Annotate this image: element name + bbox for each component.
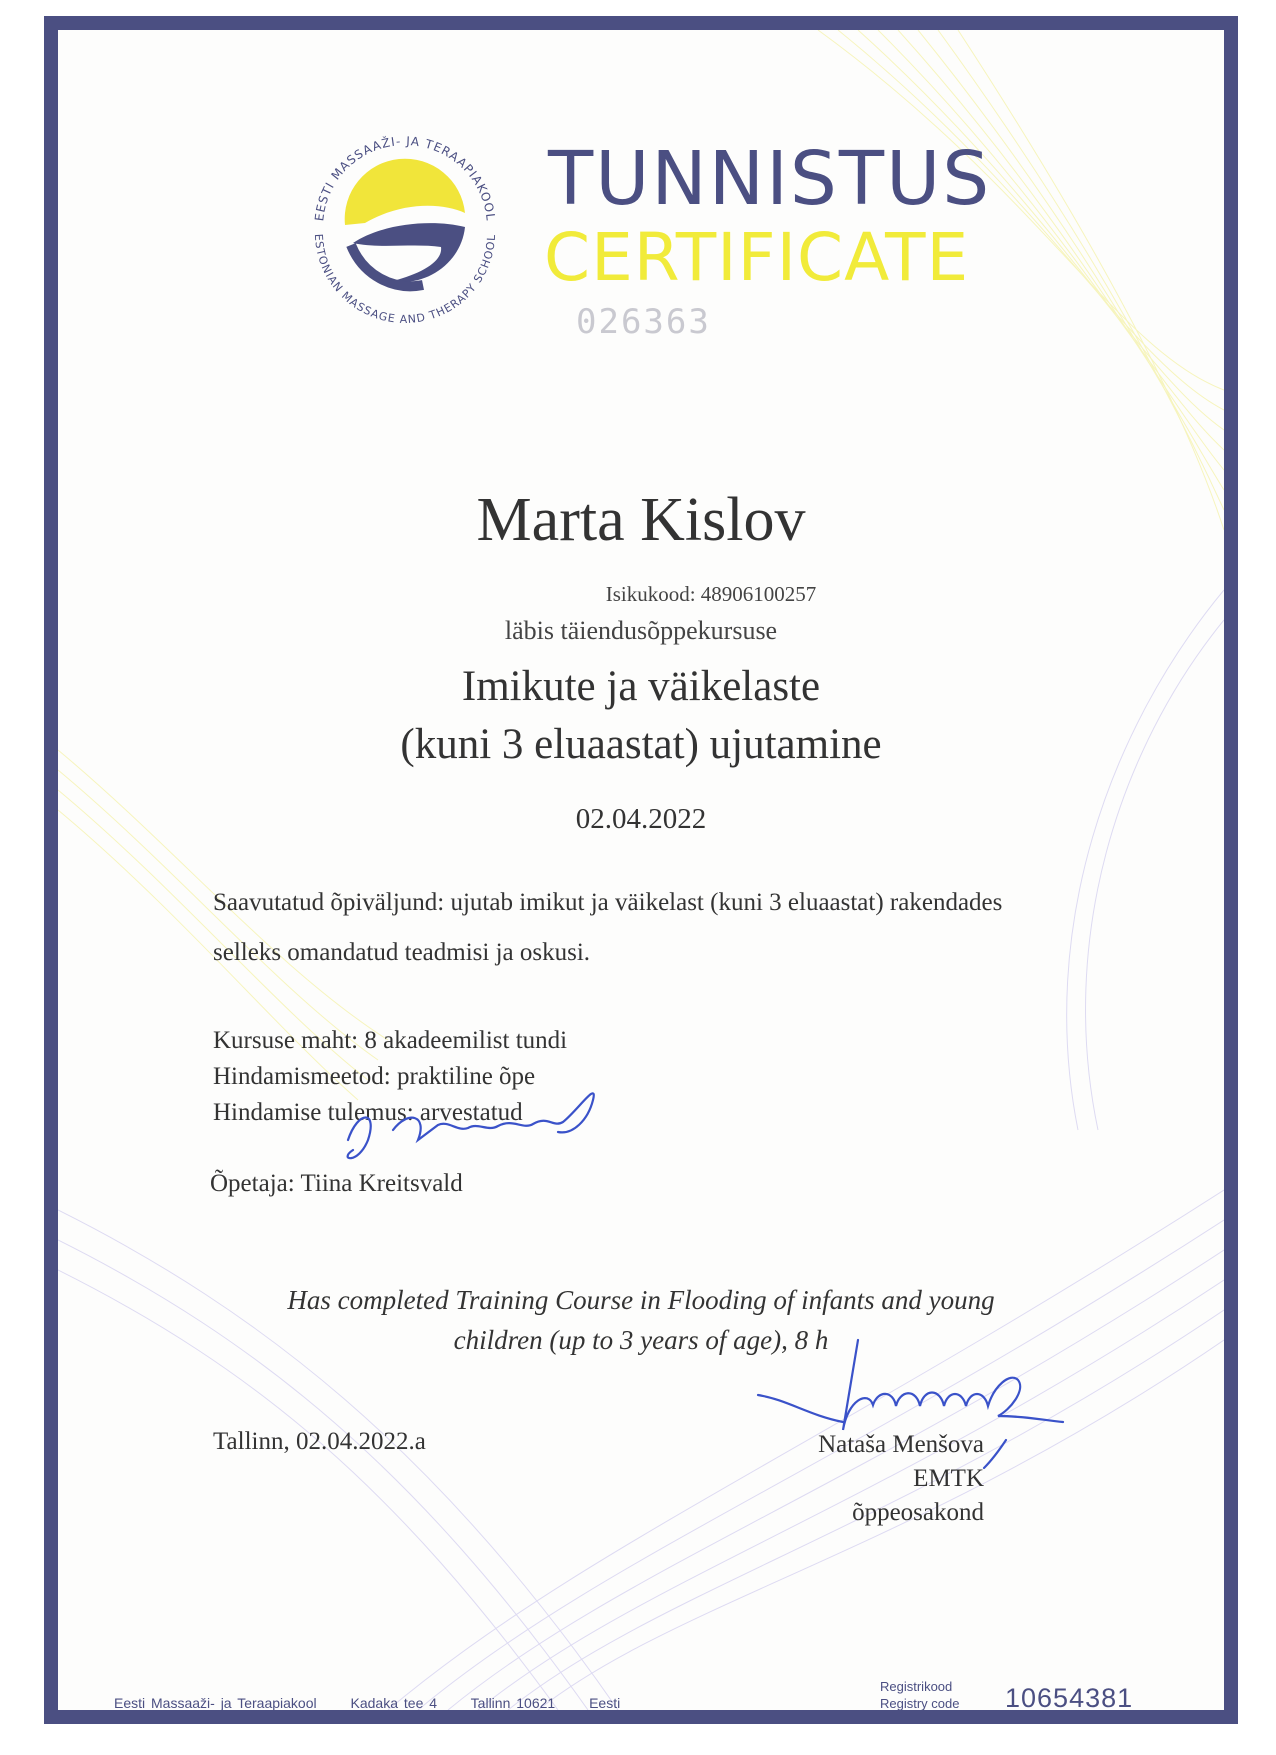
registry-code: 10654381	[1005, 1683, 1134, 1713]
logo-arc-bottom-text: ESTONIAN MASSAGE AND THERAPY SCHOOL	[311, 233, 499, 327]
course-volume: Kursuse maht: 8 akadeemilist tundi	[213, 1027, 568, 1054]
certificate-title-estonian: TUNNISTUS	[548, 136, 992, 222]
registry-label-en: Registry code	[880, 1696, 960, 1711]
signer-department: EMTK õppeosakond	[852, 1465, 984, 1526]
footer-city: Tallinn 10621	[470, 1695, 556, 1711]
teacher-signature	[298, 1070, 628, 1180]
signer-name: Nataša Menšova	[818, 1431, 984, 1458]
footer-street: Kadaka tee 4	[350, 1695, 438, 1711]
serial-number: 026363	[576, 302, 711, 342]
english-summary-line2: children (up to 3 years of age), 8 h	[453, 1325, 829, 1355]
recipient-name: Marta Kislov	[476, 486, 806, 554]
school-logo	[293, 115, 518, 340]
registry-label-et: Registrikood	[880, 1679, 953, 1694]
footer-country: Eesti	[589, 1695, 621, 1711]
footer-address	[114, 1695, 648, 1711]
course-date: 02.04.2022	[575, 803, 707, 835]
course-title	[58, 658, 1224, 774]
assessment-result: Hindamise tulemus: arvestatud	[213, 1099, 523, 1126]
teacher-name: Õpetaja: Tiina Kreitsvald	[210, 1170, 463, 1197]
english-summary-line1: Has completed Training Course in Flooding of infants and young	[287, 1285, 995, 1315]
course-title-line2: (kuni 3 eluaastat) ujutamine	[400, 721, 882, 768]
assessment-method: Hindamismeetod: praktiline õpe	[213, 1063, 536, 1090]
footer-school-name: Eesti Massaaži- ja Teraapiakool	[114, 1695, 317, 1711]
certificate-title-english: CERTIFICATE	[544, 219, 970, 296]
place-and-date: Tallinn, 02.04.2022.a	[213, 1428, 426, 1455]
id-code: Isikukood: 48906100257	[605, 582, 817, 606]
certificate-frame	[44, 16, 1238, 1724]
learning-outcome: Saavutatud õpiväljund: ujutab imikut ja väikelast (kuni 3 eluaastat) rakendades selleks omandatud teadmisi ja oskusi.	[213, 889, 1003, 966]
passed-course-text: läbis täiendusõppekursuse	[504, 616, 778, 645]
logo-arc-top-text: EESTI MASSAAŽI- JA TERAAPIAKOOL	[312, 134, 498, 222]
course-title-line1: Imikute ja väikelaste	[461, 663, 821, 710]
signer-block	[778, 1428, 984, 1530]
registry-label	[880, 1678, 959, 1712]
